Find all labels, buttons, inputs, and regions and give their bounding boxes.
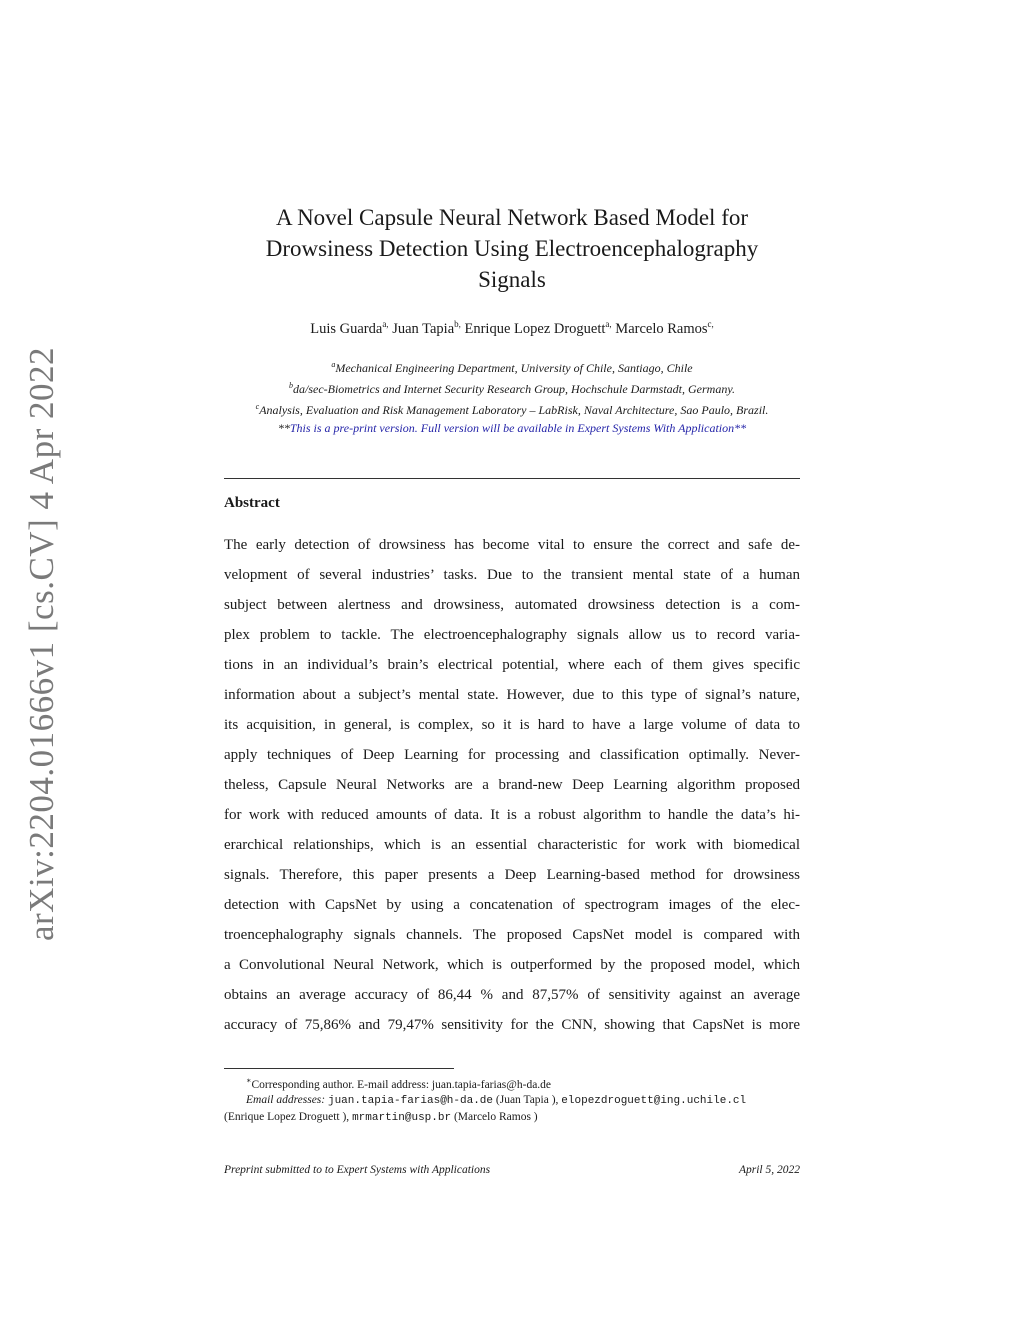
author-name: Enrique Lopez Droguett: [464, 320, 606, 337]
email-owner: (Marcelo Ramos ): [453, 1110, 538, 1123]
footer-date: April 5, 2022: [738, 1164, 800, 1176]
abstract-line: plex problem to tackle. The electroencephalography signals allow us to record varia-: [224, 627, 800, 643]
abstract-line: information about a subject’s mental state. However, due to this type of signal’s nature,: [224, 687, 800, 703]
affiliation-text: da/sec-Biometrics and Internet Security Research Group, Hochschule Darmstadt, Germany.: [292, 382, 736, 396]
author-affil-mark: c,: [707, 319, 714, 329]
abstract-body: [224, 530, 800, 1040]
footnote-mark: ∗: [246, 1076, 252, 1085]
abstract-line: theless, Capsule Neural Networks are a brand-new Deep Learning algorithm proposed: [224, 777, 800, 793]
footnote-divider: [224, 1068, 454, 1069]
affiliation-text: Mechanical Engineering Department, University of Chile, Santiago, Chile: [335, 361, 693, 375]
affiliation-line: [200, 356, 824, 377]
email-addresses-line: [224, 1110, 804, 1127]
footnotes: [224, 1073, 804, 1126]
affiliation-mark: b: [288, 381, 293, 390]
affiliation-mark: a: [331, 360, 336, 369]
page-footer: [224, 1164, 800, 1176]
email-owner: (Juan Tapia ),: [495, 1094, 559, 1107]
abstract-line: signals. Therefore, this paper presents a Deep Learning-based method for drowsiness: [224, 867, 800, 883]
abstract-heading: Abstract: [224, 495, 280, 511]
email-address[interactable]: juan.tapia-farias@h-da.de: [327, 1095, 494, 1108]
title-line: Drowsiness Detection Using Electroencephalography: [265, 236, 759, 261]
abstract-line: velopment of several industries’ tasks. Due to the transient mental state of a human: [224, 567, 800, 583]
abstract-line: a Convolutional Neural Network, which is outperformed by the proposed model, which: [224, 957, 800, 973]
corresponding-author-text: Corresponding author. E-mail address: juan.tapia-farias@h-da.de: [251, 1078, 552, 1091]
abstract-line: subject between alertness and drowsiness, automated drowsiness detection is a com-: [224, 597, 800, 613]
abstract-line: its acquisition, in general, is complex, so it is hard to have a large volume of data to: [224, 717, 800, 733]
affiliation-mark: c: [255, 402, 260, 411]
paper-title: [224, 202, 800, 295]
title-line: A Novel Capsule Neural Network Based Model for: [275, 205, 749, 230]
corresponding-author-note: [224, 1073, 804, 1093]
author-affil-mark: b,: [454, 319, 461, 329]
author-name: Marcelo Ramos: [615, 320, 708, 337]
preprint-note-suffix: **: [734, 421, 747, 435]
abstract-line: apply techniques of Deep Learning for processing and classification optimally. Never-: [224, 747, 800, 763]
abstract-line: troencephalography signals channels. The proposed CapsNet model is compared with: [224, 927, 800, 943]
title-line: Signals: [478, 267, 546, 292]
abstract-line: The early detection of drowsiness has become vital to ensure the correct and safe de-: [224, 537, 800, 553]
preprint-note-prefix: **: [277, 421, 290, 435]
author-name: Juan Tapia: [392, 320, 455, 337]
abstract-line: tions in an individual’s brain’s electrical potential, where each of them gives specific: [224, 657, 800, 673]
email-address[interactable]: mrmartin@usp.br: [352, 1111, 452, 1124]
email-label: Email addresses:: [246, 1094, 326, 1107]
abstract-line: erarchical relationships, which is an essential characteristic for work with biomedical: [224, 837, 800, 853]
email-owner: (Enrique Lopez Droguett ),: [224, 1110, 350, 1123]
affiliations: [200, 356, 824, 437]
affiliation-line: [200, 398, 824, 419]
author-name: Luis Guarda: [310, 320, 383, 337]
abstract-line: for work with reduced amounts of data. It is a robust algorithm to handle the data’s hi-: [224, 807, 800, 823]
affiliation-text: Analysis, Evaluation and Risk Management Laboratory – LabRisk, Naval Architecture, Sao Paulo, Brazil.: [259, 403, 769, 417]
author-list: [224, 319, 800, 338]
submission-note: Preprint submitted to to Expert Systems with Applications: [224, 1164, 491, 1176]
abstract-line: obtains an average accuracy of 86,44 % and 87,57% of sensitivity against an average: [224, 987, 800, 1003]
email-address[interactable]: elopezdroguett@ing.uchile.cl: [561, 1095, 747, 1108]
affiliation-line: [200, 377, 824, 398]
preprint-note: [200, 419, 824, 437]
author-affil-mark: a,: [605, 319, 612, 329]
arxiv-identifier-stamp: arXiv:2204.01666v1 [cs.CV] 4 Apr 2022: [22, 346, 61, 942]
author-affil-mark: a,: [382, 319, 389, 329]
abstract-divider: [224, 478, 800, 479]
abstract-line: accuracy of 75,86% and 79,47% sensitivity for the CNN, showing that CapsNet is more: [224, 1017, 800, 1033]
abstract-line: detection with CapsNet by using a concatenation of spectrogram images of the elec-: [224, 897, 800, 913]
preprint-note-link[interactable]: This is a pre-print version. Full version will be available in Expert Systems With Application: [289, 421, 735, 435]
email-addresses-line: [224, 1093, 804, 1110]
